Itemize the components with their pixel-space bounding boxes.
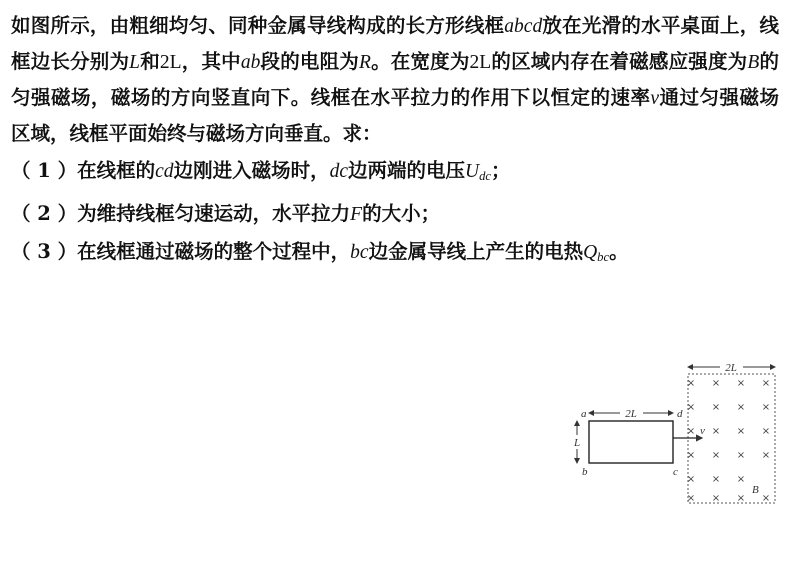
field-cross-icon: × xyxy=(736,450,746,461)
wire-frame-rect xyxy=(589,421,673,463)
side-short-symbol: L xyxy=(129,52,140,73)
intro-text-5: 段的电阻为 xyxy=(260,50,359,73)
heat-subscript: bc xyxy=(597,250,610,265)
field-cross-icon: × xyxy=(736,474,746,485)
field-cross-icon: × xyxy=(711,402,721,413)
frame-length-dimension xyxy=(589,406,673,420)
question-2-prefix: （ 2 ）为维持线框匀速运动，水平拉力 xyxy=(11,202,351,226)
corner-a-label: a xyxy=(581,408,587,420)
field-cross-icon: × xyxy=(761,450,771,461)
heat-symbol xyxy=(583,242,609,263)
field-cross-icon: × xyxy=(686,493,696,504)
corner-c-label: c xyxy=(673,466,678,478)
field-cross-icon: × xyxy=(736,378,746,389)
question-3-text: 边金属导线上产生的电热 xyxy=(368,240,584,264)
question-3-edge: bc xyxy=(350,242,369,264)
problem-text xyxy=(11,8,779,275)
side-long-symbol: 2L xyxy=(159,52,182,73)
field-cross-icon: × xyxy=(711,450,721,461)
frame-name: abcd xyxy=(504,16,543,37)
intro-text-7: 的区域内存在着磁感应强度为 xyxy=(491,50,748,73)
question-3 xyxy=(11,234,779,275)
field-label: B xyxy=(752,484,759,496)
field-cross-icon: × xyxy=(761,426,771,437)
voltage-subscript: dc xyxy=(479,169,492,184)
field-cross-icon: × xyxy=(686,402,696,413)
field-cross-icon: × xyxy=(761,402,771,413)
corner-d-label: d xyxy=(677,408,683,420)
field-width-label: 2L xyxy=(725,362,737,374)
voltage-symbol xyxy=(465,161,491,182)
intro-text-6: 。在宽度为 xyxy=(370,50,470,73)
heat-letter: Q xyxy=(583,242,598,264)
speed-symbol: v xyxy=(650,88,660,109)
field-symbol: B xyxy=(747,52,760,73)
question-1-end: ； xyxy=(491,159,511,182)
frame-field-diagram xyxy=(560,355,785,515)
question-1-edge-2: dc xyxy=(329,161,348,182)
field-cross-icon: × xyxy=(686,450,696,461)
intro-text-4: ，其中 xyxy=(181,50,241,73)
frame-height-label: L xyxy=(573,437,581,449)
field-cross-icon: × xyxy=(761,378,771,389)
intro-text-3: 和 xyxy=(140,50,160,73)
field-cross-icon: × xyxy=(736,493,746,504)
field-cross-icon: × xyxy=(711,474,721,485)
resistance-symbol: R xyxy=(358,52,371,73)
question-2 xyxy=(11,196,779,232)
field-cross-icon: × xyxy=(711,493,721,504)
question-1-text-2: 边两端的电压 xyxy=(347,159,465,182)
field-cross-icon: × xyxy=(761,493,771,504)
diagram-svg xyxy=(560,355,785,515)
question-2-end: 的大小； xyxy=(362,202,441,226)
frame-height-dimension xyxy=(571,421,583,463)
question-1 xyxy=(11,153,779,194)
field-cross-icon: × xyxy=(736,426,746,437)
question-1-prefix: （ 1 ）在线框的 xyxy=(11,159,156,182)
field-cross-icon: × xyxy=(711,426,721,437)
frame-length-label: 2L xyxy=(625,408,637,420)
field-cross-icon: × xyxy=(686,378,696,389)
problem-intro xyxy=(11,8,779,151)
question-1-edge: cd xyxy=(155,161,174,182)
intro-text-9: 通过匀强磁场区域，线框平面始终与磁场方向垂直。求： xyxy=(11,86,779,145)
field-cross-icon: × xyxy=(686,426,696,437)
field-cross-icon: × xyxy=(686,474,696,485)
velocity-label: v xyxy=(700,425,705,437)
field-cross-icon: × xyxy=(736,402,746,413)
force-symbol: F xyxy=(350,204,363,226)
question-1-text: 边刚进入磁场时， xyxy=(173,159,330,182)
voltage-letter: U xyxy=(465,161,480,182)
field-region xyxy=(687,374,775,504)
question-3-prefix: （ 3 ）在线框通过磁场的整个过程中， xyxy=(11,240,351,264)
intro-text-1: 如图所示，由粗细均匀、同种金属导线构成的长方形线框 xyxy=(11,14,505,37)
corner-b-label: b xyxy=(582,466,588,478)
field-width-symbol: 2L xyxy=(469,52,492,73)
intro-text-2: 放在光滑的水平桌面上，线框边长分别为 xyxy=(11,14,779,73)
intro-text-8: 的匀强磁场，磁场的方向竖直向下。线框在水平拉力的作用下以恒定的速率 xyxy=(11,50,779,109)
segment-ab-symbol: ab xyxy=(240,52,261,73)
field-cross-icon: × xyxy=(711,378,721,389)
question-3-end: 。 xyxy=(609,240,629,264)
field-width-dimension xyxy=(688,360,775,374)
